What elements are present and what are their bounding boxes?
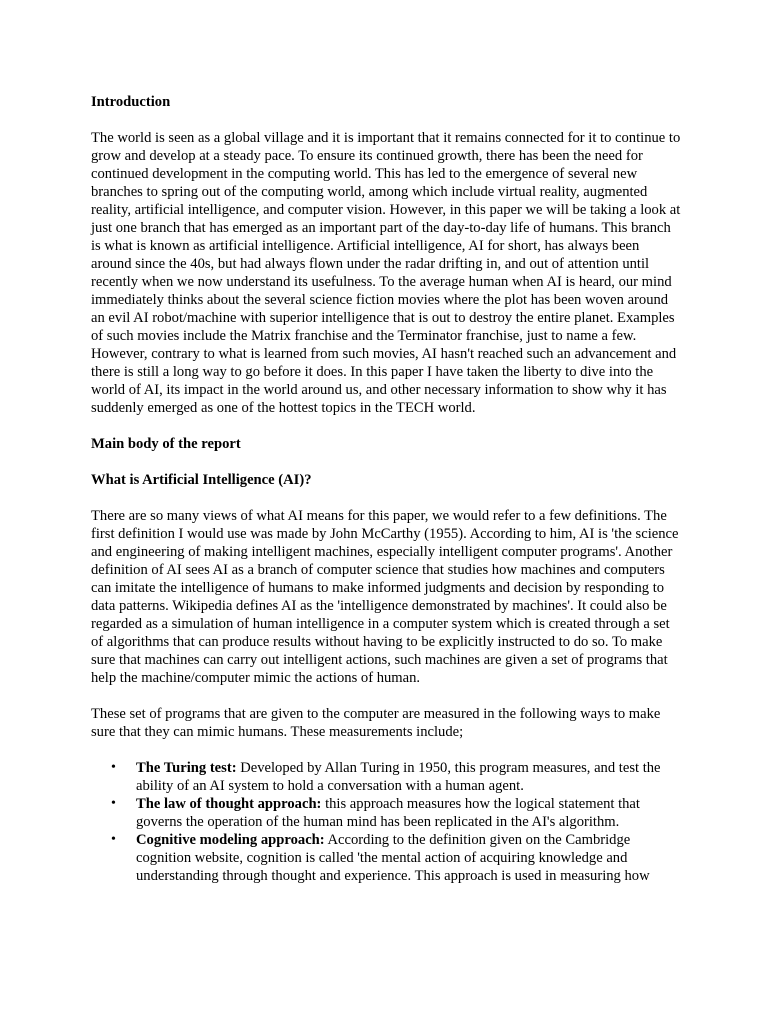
spacer (91, 741, 683, 759)
bullet-icon: • (111, 796, 116, 811)
list-item (91, 795, 683, 831)
list-item-term: The law of thought approach: (136, 796, 322, 812)
list-item-term: Cognitive modeling approach: (136, 832, 325, 848)
bullet-icon: • (111, 760, 116, 775)
introduction-heading: Introduction (91, 94, 171, 110)
spacer (91, 417, 683, 435)
list-item-term: The Turing test: (136, 760, 237, 776)
spacer (91, 489, 683, 507)
spacer (91, 687, 683, 705)
spacer (91, 453, 683, 471)
list-item-text: According to the definition given on the Cambridge cognition website, cognition is called 'the mental action of acquiring knowledge and understanding through thought and experience. This approach is used in measuring how (136, 832, 650, 884)
list-item (91, 759, 683, 795)
bullet-icon: • (111, 832, 116, 847)
what-is-ai-heading: What is Artificial Intelligence (AI)? (91, 472, 312, 488)
list-item (91, 831, 683, 885)
introduction-paragraph: The world is seen as a global village and it is important that it remains connected for it to continue to grow and develop at a steady pace. To ensure its continued growth, there has been the need for continued development in the computing world. This has led to the emergence of several new branches to spring out of the computing world, among which include virtual reality, augmented reality, artificial intelligence, and computer vision. However, in this paper we will be taking a look at just one branch that has emerged as an important part of the day-to-day life of humans. This branch is what is known as artificial intelligence. Artificial intelligence, AI for short, has always been around since the 40s, but had always flown under the radar drifting in, and out of attention until recently when we now understand its usefulness. To the average human when AI is heard, our mind immediately thinks about the several science fiction movies where the plot has been woven around an evil AI robot/machine with superior intelligence that is out to destroy the entire planet. Examples of such movies include the Matrix franchise and the Terminator franchise, just to name a few. However, contrary to what is learned from such movies, AI hasn't reached such an advancement and there is still a long way to go before it does. In this paper I have taken the liberty to dive into the world of AI, its impact in the world around us, and other necessary information to show why it has suddenly emerged as one of the hottest topics in the TECH world. (91, 130, 681, 416)
main-body-heading: Main body of the report (91, 436, 241, 452)
measurements-list (91, 759, 683, 885)
list-item-text: this approach measures how the logical statement that governs the operation of the human mind has been replicated in the AI's algorithm. (136, 796, 640, 830)
ai-definitions-paragraph: There are so many views of what AI means for this paper, we would refer to a few definitions. The first definition I would use was made by John McCarthy (1955). According to him, AI is 'the science and engineering of making intelligent machines, especially intelligent computer programs'. Another definition of AI sees AI as a branch of computer science that studies how machines and computers can imitate the intelligence of humans to make informed judgments and decision by responding to data patterns. Wikipedia defines AI as the 'intelligence demonstrated by machines'. It could also be regarded as a simulation of human intelligence in a computer system which is created through a set of algorithms that can produce results without having to be explicitly instructed to do so. To make sure that machines can carry out intelligent actions, such machines are given a set of programs that help the machine/computer mimic the actions of human. (91, 508, 679, 686)
spacer (91, 111, 683, 129)
document-page (91, 93, 683, 885)
measurements-intro-paragraph: These set of programs that are given to the computer are measured in the following ways to make sure that they can mimic humans. These measurements include; (91, 706, 661, 740)
list-item-text: Developed by Allan Turing in 1950, this program measures, and test the ability of an AI system to hold a conversation with a human agent. (136, 760, 661, 794)
